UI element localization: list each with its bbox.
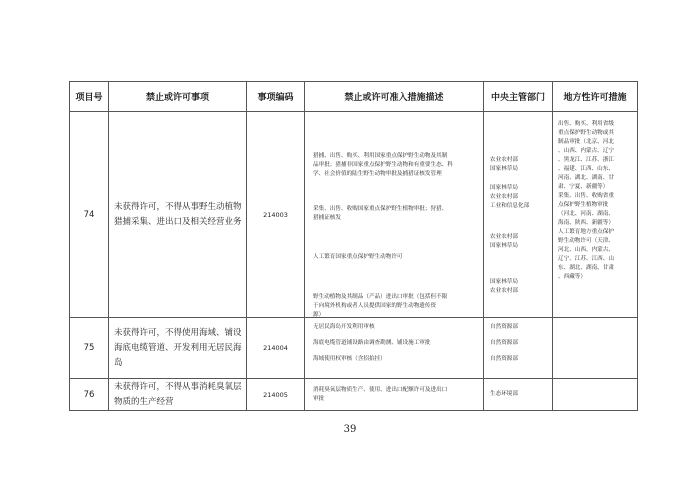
measure-line: 海域使用权审核（含招拍挂）	[313, 356, 386, 362]
local-measure-line: 出售、购买、利用省级	[558, 121, 614, 127]
header-item-code: 事项编码	[247, 82, 305, 112]
measure-line: 品审批；猎捕非国家重点保护野生动物和有重要生态、科	[313, 162, 453, 168]
department-block	[484, 156, 552, 174]
local-measures	[553, 379, 638, 411]
measure-descriptions	[305, 379, 484, 411]
local-measure-line: 河南、湖北、湖南、甘	[558, 175, 614, 181]
header-measures: 禁止或许可准入措施描述	[305, 82, 484, 112]
local-measure-block	[553, 120, 637, 282]
measure-descriptions	[305, 318, 484, 379]
measure-line: 消耗臭氧层物质生产、使用、进出口配额许可及进出口	[313, 386, 448, 393]
department-name: 自然资源部	[490, 340, 518, 346]
header-central-department: 中央主管部门	[484, 82, 553, 112]
measures-table	[69, 81, 638, 411]
department-name: 国家林草局	[490, 166, 518, 172]
department-name: 国家林草局	[490, 185, 518, 191]
local-measure-line: 海南、陕西、新疆等）	[558, 220, 614, 226]
local-measure-line: （河北、河南、湖南、	[558, 211, 614, 217]
central-departments	[484, 318, 553, 379]
department-block	[484, 355, 552, 364]
central-departments	[484, 112, 553, 318]
department-block	[484, 390, 552, 399]
measure-line: 源）	[313, 312, 325, 318]
department-block	[484, 184, 552, 211]
measure-block	[305, 253, 483, 262]
measure-block	[305, 323, 483, 332]
department-name: 自然资源部	[490, 324, 518, 330]
local-measure-line: 、福建、江西、山东、	[558, 166, 614, 172]
department-name: 农业农村部	[490, 288, 518, 294]
measure-line: 于向境外机构或者人员提供国家的野生动物遗传资	[313, 303, 437, 309]
department-name: 国家林草局	[490, 279, 518, 285]
page-number: 39	[343, 424, 357, 435]
measure-line: 海底电缆管道铺设路由调查勘测、铺设施工审批	[313, 340, 431, 346]
local-measure-line: 辽宁、江苏、江西、山	[558, 256, 614, 262]
item-code: 214003	[247, 112, 305, 318]
header-item-number: 项目号	[70, 82, 109, 112]
department-block	[484, 278, 552, 296]
department-block	[484, 339, 552, 348]
measure-block	[305, 152, 483, 179]
measure-block	[305, 386, 483, 404]
table-header-row	[70, 82, 638, 112]
measure-line: 猎捕、出售、购买、利用国家重点保护野生动物及其制	[313, 153, 448, 159]
measure-descriptions	[305, 112, 484, 318]
local-measure-line: 重点保护野生动物或其	[558, 130, 614, 136]
local-measure-line: 野生动物许可（天津、	[558, 238, 614, 244]
department-name: 工业和信息化部	[490, 203, 530, 209]
department-name: 农业农村部	[490, 194, 518, 200]
item-name: 未获得许可，不得使用海域、铺设海底电缆管道、开发利用无居民海岛	[109, 318, 247, 379]
department-block	[484, 323, 552, 332]
item-number: 75	[70, 318, 109, 379]
measure-line: 人工繁育国家重点保护野生动物许可	[313, 254, 403, 260]
local-measure-line: 东、湖北、湖南、甘肃	[558, 265, 614, 271]
measure-line: 猎捕证核发	[313, 215, 341, 221]
local-measure-line: 、山西、内蒙古、辽宁	[558, 148, 614, 154]
item-number: 76	[70, 379, 109, 411]
measure-line: 审批	[313, 395, 325, 402]
local-measure-line: 点保护野生植物审批	[558, 202, 609, 208]
measure-line: 无居民海岛开发利用审核	[313, 324, 375, 330]
local-measure-line: 采集、出售、收购省重	[558, 193, 614, 199]
department-name: 生态环境部	[490, 391, 518, 397]
local-measures	[553, 112, 638, 318]
measure-block	[305, 293, 483, 320]
item-name: 未获得许可，不得从事野生动植物猎捕采集、进出口及相关经营业务	[109, 112, 247, 318]
local-measure-line: 、黑龙江、江苏、浙江	[558, 157, 614, 163]
central-departments	[484, 379, 553, 411]
item-code: 214004	[247, 318, 305, 379]
local-measure-line: 人工繁育地方重点保护	[558, 229, 614, 235]
table-row-76	[70, 379, 638, 411]
measure-block	[305, 339, 483, 348]
measure-block	[305, 355, 483, 364]
item-code: 214005	[247, 379, 305, 411]
department-name: 国家林草局	[490, 243, 518, 249]
local-measure-line: 肃、宁夏、新疆等）	[558, 184, 609, 190]
measure-line: 学、社会价值的陆生野生动物审批及捕猎证核发管理	[313, 171, 442, 177]
department-block	[484, 233, 552, 251]
header-local-measures: 地方性许可措施	[553, 82, 638, 112]
header-item-name: 禁止或许可事项	[109, 82, 247, 112]
item-name: 未获得许可，不得从事消耗臭氧层物质的生产经营	[109, 379, 247, 411]
table-row-74	[70, 112, 638, 318]
department-name: 农业农村部	[490, 157, 518, 163]
department-name: 自然资源部	[490, 356, 518, 362]
measure-block	[305, 205, 483, 223]
table-row-75	[70, 318, 638, 379]
local-measure-line: 制品审批（北京、河北	[558, 139, 614, 145]
local-measures	[553, 318, 638, 379]
local-measure-line: 河北、山西、内蒙古、	[558, 247, 614, 253]
department-name: 农业农村部	[490, 234, 518, 240]
measure-line: 野生动植物及其制品（产品）进出口审批（包括但不限	[313, 294, 448, 300]
measure-line: 采集、出售、收购国家重点保护野生植物审批；狩猎、	[313, 206, 448, 212]
item-number: 74	[70, 112, 109, 318]
local-measure-line: 、西藏等）	[558, 274, 586, 280]
